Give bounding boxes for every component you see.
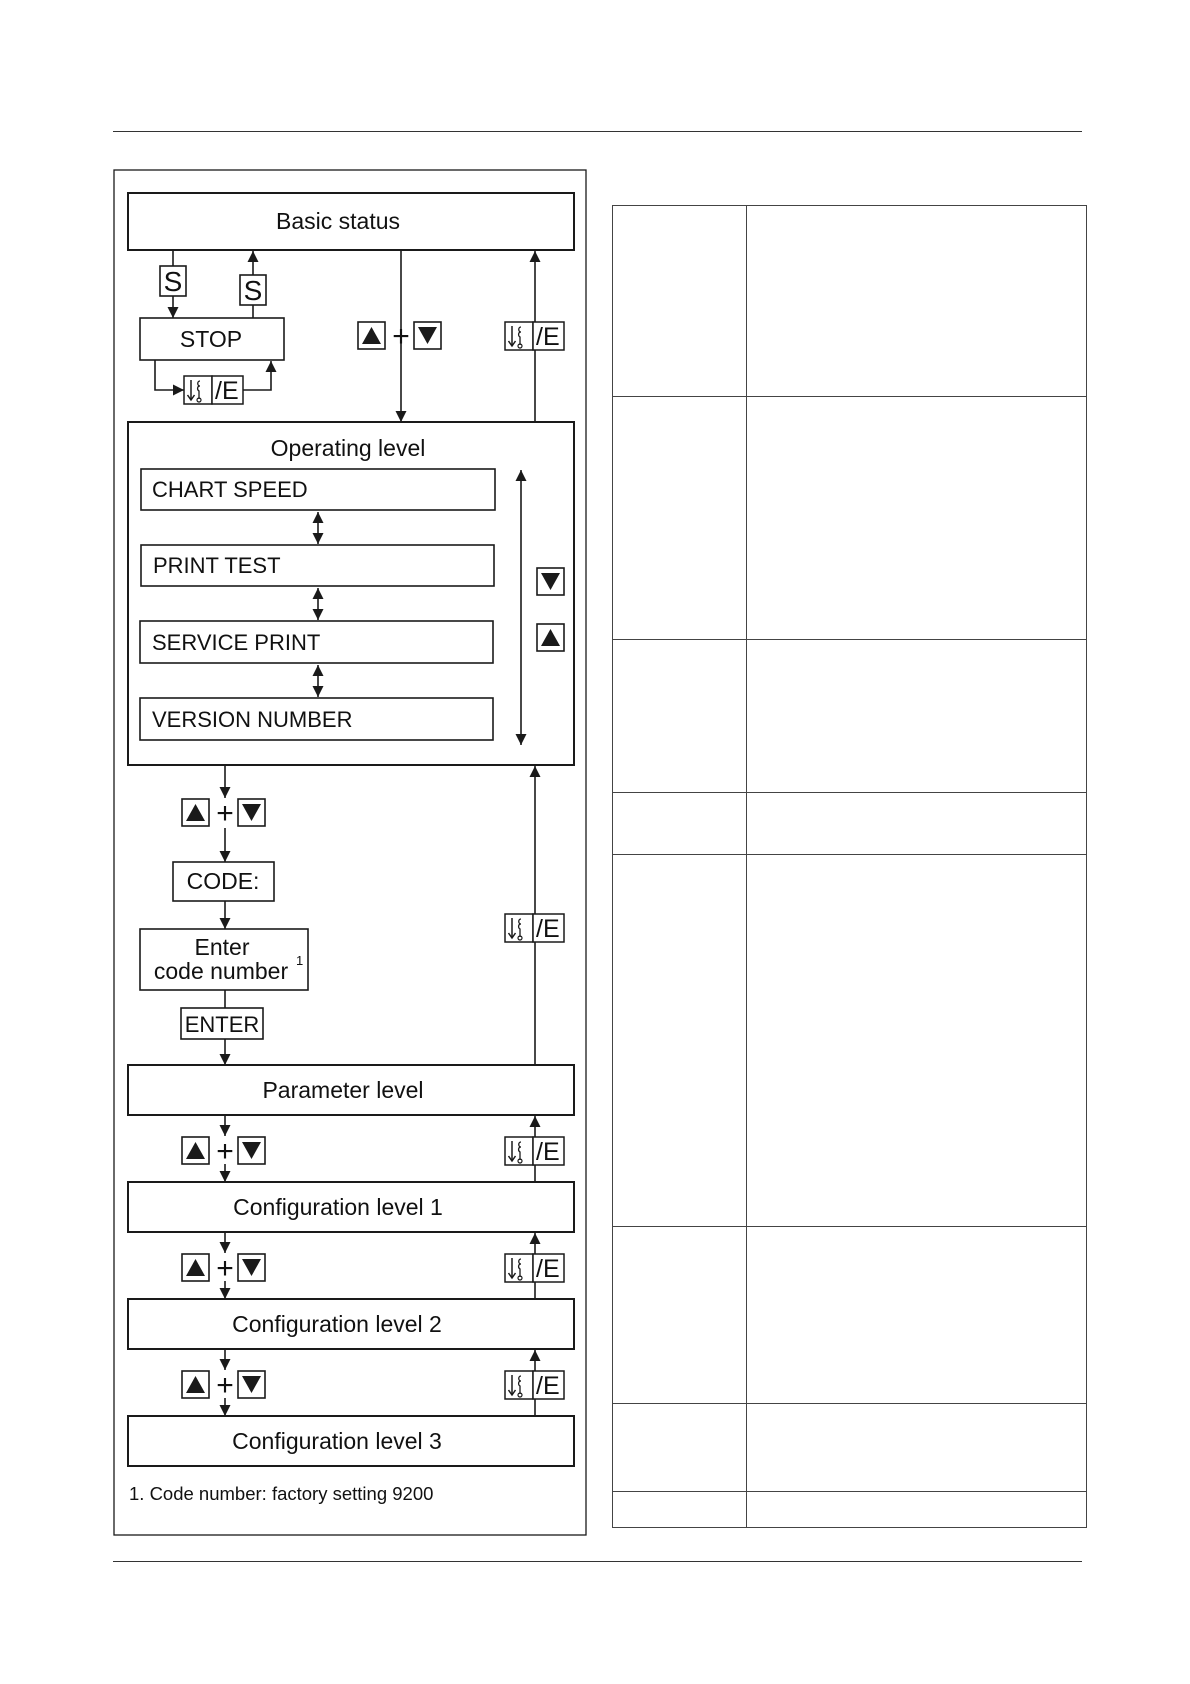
configuration-level-2-label: Configuration level 2 [232, 1311, 442, 1337]
configuration-level-1-label: Configuration level 1 [233, 1194, 443, 1220]
enter-key-label: ENTER [184, 1012, 260, 1037]
svg-text:+: + [216, 1252, 234, 1285]
exit-key-parameter [505, 914, 564, 943]
up-key-icon [358, 322, 385, 349]
svg-text:/E: /E [215, 377, 239, 405]
code-label: CODE: [186, 868, 260, 894]
s-key-left [160, 266, 186, 297]
down-key-icon [238, 1254, 265, 1281]
svg-text:/E: /E [536, 1372, 560, 1400]
up-key-icon [182, 1371, 209, 1398]
down-key-icon [414, 322, 441, 349]
footnote-mark: 1 [296, 953, 304, 968]
stop-loop-out-arrow [243, 361, 271, 390]
enter-code-line2: code number [153, 958, 289, 984]
svg-text:+: + [392, 320, 410, 353]
enter-code-line1: Enter [194, 934, 250, 960]
up-key-icon [182, 799, 209, 826]
s-key-right [240, 275, 266, 306]
table-row [613, 1227, 1087, 1404]
description-table [612, 205, 1087, 1528]
exit-key-config2 [505, 1254, 564, 1283]
svg-text:S: S [243, 275, 263, 306]
svg-text:+: + [216, 797, 234, 830]
svg-text:/E: /E [536, 915, 560, 943]
table-row [613, 793, 1087, 855]
table-row [613, 397, 1087, 640]
basic-status-label: Basic status [276, 208, 400, 234]
exit-key-config1 [505, 1137, 564, 1166]
configuration-level-3-label: Configuration level 3 [232, 1428, 442, 1454]
down-key-icon [238, 1371, 265, 1398]
parameter-level-label: Parameter level [262, 1077, 424, 1103]
svg-text:/E: /E [536, 1255, 560, 1283]
exit-key-config3 [505, 1371, 564, 1400]
scroll-up-key-icon [537, 624, 564, 651]
down-key-icon [238, 799, 265, 826]
table-row [613, 640, 1087, 793]
svg-text:/E: /E [536, 1138, 560, 1166]
chart-speed-label: CHART SPEED [152, 477, 308, 502]
up-down-keys-basic [358, 320, 441, 353]
svg-text:+: + [216, 1135, 234, 1168]
exit-key-operating [505, 322, 564, 351]
svg-text:/E: /E [536, 323, 560, 351]
up-key-icon [182, 1137, 209, 1164]
table-row [613, 206, 1087, 397]
stop-label: STOP [179, 326, 243, 352]
up-key-icon [182, 1254, 209, 1281]
operating-level-title: Operating level [270, 435, 426, 461]
table-row [613, 855, 1087, 1227]
print-test-label: PRINT TEST [153, 553, 281, 578]
up-down-keys-parameter [182, 1135, 265, 1168]
svg-text:S: S [163, 266, 183, 297]
svg-text:+: + [216, 1369, 234, 1402]
up-down-keys-config2 [182, 1369, 265, 1402]
service-print-label: SERVICE PRINT [152, 630, 321, 655]
footnote-text: 1. Code number: factory setting 9200 [129, 1483, 434, 1504]
exit-key-stop-loop [184, 376, 243, 405]
table-row [613, 1404, 1087, 1492]
table-row [613, 1492, 1087, 1528]
up-down-keys-config1 [182, 1252, 265, 1285]
scroll-down-key-icon [537, 568, 564, 595]
version-number-label: VERSION NUMBER [152, 707, 353, 732]
stop-loop-in-arrow [155, 360, 184, 390]
up-down-keys-code [182, 797, 265, 830]
down-key-icon [238, 1137, 265, 1164]
